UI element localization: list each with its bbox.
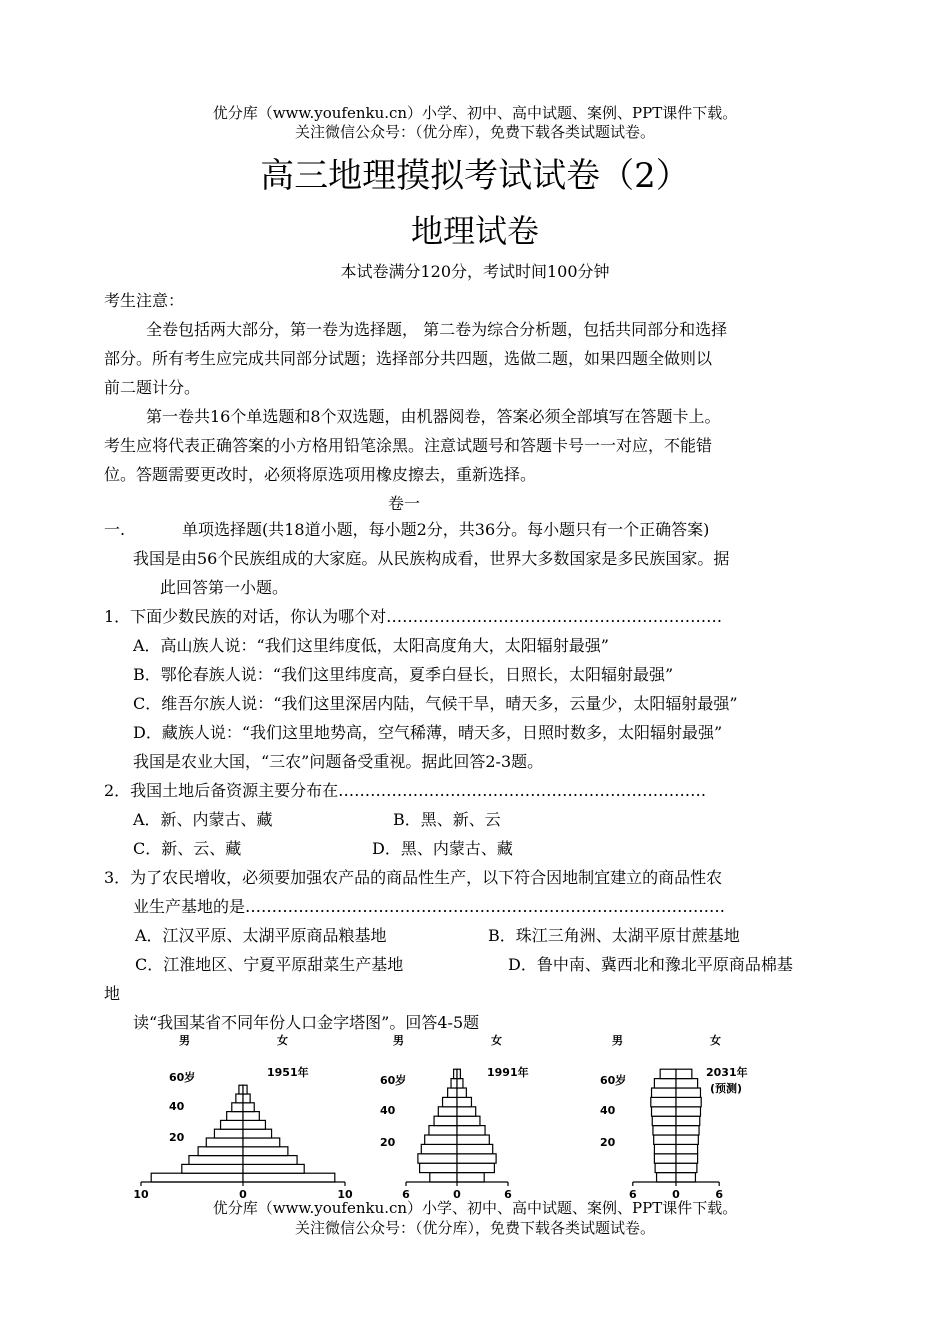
question-2-option-b: B．黑、新、云 — [393, 810, 501, 829]
female-label: 女 — [277, 1034, 288, 1047]
pyramid-bar-female — [676, 1173, 695, 1182]
pyramid-age-label: 20 — [169, 1131, 185, 1144]
pyramid-bar-female — [457, 1097, 471, 1106]
pyramid-bar-male — [660, 1069, 676, 1078]
exam-info: 本试卷满分120分，考试时间100分钟 — [340, 262, 610, 281]
male-label: 男 — [393, 1034, 404, 1047]
pyramid-bar-female — [457, 1163, 494, 1172]
header-line-2: 关注微信公众号：（优分库），免费下载各类试题试卷。 — [294, 123, 655, 141]
pyramid-bar-male — [236, 1094, 243, 1103]
pyramid-year-note: (预测) — [710, 1082, 743, 1095]
pyramid-bar-female — [243, 1120, 265, 1129]
male-label: 男 — [612, 1034, 623, 1047]
pyramid-bar-male — [198, 1147, 243, 1156]
question-3-option-d-continued: 地 — [104, 984, 121, 1003]
pyramid-bar-female — [457, 1135, 489, 1144]
pyramid-x-tick-label: 6 — [715, 1188, 724, 1201]
page-subtitle: 地理试卷 — [410, 212, 539, 250]
pyramid-age-label: 60岁 — [600, 1074, 627, 1087]
question-1-option-b: B．鄂伦春族人说：“我们这里纬度高，夏季白昼长，日照长，太阳辐射最强” — [133, 665, 674, 684]
male-label: 男 — [179, 1034, 190, 1047]
question-1-stem: 1．下面少数民族的对话，你认为哪个对……………………………………………………… — [104, 607, 723, 626]
question-2-option-c: C．新、云、藏 — [133, 839, 242, 858]
pyramid-age-label: 60岁 — [380, 1074, 407, 1087]
question-1-option-a: A．高山族人说：“我们这里纬度低，太阳高度角大，太阳辐射最强” — [133, 636, 609, 655]
section-title: 单项选择题(共18道小题，每小题2分，共36分。每小题只有一个正确答案) — [182, 520, 710, 539]
pyramid-bar-male — [657, 1173, 676, 1182]
pyramid-x-tick-label: 6 — [504, 1188, 512, 1201]
pyramid-x-tick-label: 0 — [453, 1188, 461, 1201]
pyramid-bar-male — [652, 1088, 676, 1097]
pyramid-bar-male — [430, 1173, 457, 1182]
pyramid-bar-female — [676, 1069, 692, 1078]
notice-p1-line2: 部分。所有考生应完成共同部分试题；选择部分共四题，选做二题，如果四题全做则以 — [104, 349, 713, 368]
pyramid-bar-female — [676, 1126, 699, 1135]
question-3-option-a: A．江汉平原、太湖平原商品粮基地 — [135, 926, 387, 945]
pyramid-bar-female — [676, 1107, 700, 1116]
pyramid-year-label: 1991年 — [487, 1066, 529, 1079]
question-3-option-c: C．江淮地区、宁夏平原甜菜生产基地 — [135, 955, 404, 974]
population-pyramid-1991 — [375, 1030, 545, 1205]
pyramid-bar-female — [457, 1154, 496, 1163]
pyramid-bar-male — [451, 1079, 457, 1088]
question-3-option-b: B．珠江三角洲、太湖平原甘蔗基地 — [488, 926, 740, 945]
footer-line-2: 关注微信公众号：（优分库），免费下载各类试题试卷。 — [294, 1219, 655, 1237]
population-pyramid-2031 — [595, 1030, 775, 1205]
pyramid-age-label: 20 — [600, 1136, 616, 1149]
footer-line-1: 优分库（www.youfenku.cn）小学、初中、高中试题、案例、PPT课件下载。 — [212, 1199, 738, 1217]
pyramid-bar-male — [654, 1144, 676, 1153]
pyramid-bar-male — [232, 1103, 243, 1112]
pyramid-bar-male — [655, 1163, 676, 1172]
pyramid-bar-male — [151, 1173, 243, 1182]
pyramid-bar-male — [420, 1163, 457, 1172]
pyramid-bar-male — [429, 1126, 457, 1135]
pyramid-x-tick-label: 6 — [402, 1188, 410, 1201]
pyramid-bar-female — [676, 1088, 700, 1097]
pyramid-bar-female — [243, 1173, 335, 1182]
pyramid-bar-female — [243, 1129, 272, 1138]
notice-p1-line1: 全卷包括两大部分，第一卷为选择题， 第二卷为综合分析题，包括共同部分和选择 — [146, 320, 728, 339]
pyramid-bar-female — [676, 1097, 701, 1106]
pyramid-bar-female — [676, 1144, 698, 1153]
pyramid-age-label: 40 — [169, 1100, 185, 1113]
notice-heading: 考生注意： — [104, 291, 185, 310]
pyramid-bar-female — [243, 1112, 259, 1121]
pyramid-bar-female — [243, 1103, 254, 1112]
question-2-option-a: A．新、内蒙古、藏 — [133, 810, 273, 829]
pyramid-x-tick-label: 6 — [628, 1188, 637, 1201]
pyramid-bar-male — [652, 1116, 676, 1125]
pyramid-bar-male — [448, 1088, 457, 1097]
pyramid-bar-female — [457, 1126, 485, 1135]
pyramid-bar-male — [182, 1164, 243, 1173]
pyramid-age-label: 20 — [380, 1136, 396, 1149]
pyramid-bar-male — [421, 1144, 457, 1153]
question-1-option-d: D．藏族人说：“我们这里地势高，空气稀薄，晴天多，日照时数多，太阳辐射最强” — [133, 723, 723, 742]
intro-2: 我国是农业大国，“三农”问题备受重视。据此回答2-3题。 — [133, 752, 544, 771]
intro-3: 读“我国某省不同年份人口金字塔图”。回答4-5题 — [133, 1013, 480, 1032]
pyramid-age-label: 40 — [600, 1104, 616, 1117]
population-pyramid-1951 — [125, 1030, 355, 1205]
pyramid-bar-female — [243, 1164, 304, 1173]
pyramid-age-label: 60岁 — [169, 1071, 196, 1084]
pyramid-bar-female — [457, 1069, 460, 1078]
female-label: 女 — [710, 1034, 721, 1047]
pyramid-age-label: 40 — [380, 1104, 396, 1117]
notice-p2-line1: 第一卷共16个单选题和8个双选题，由机器阅卷，答案必须全部填写在答题卡上。 — [146, 407, 721, 426]
pyramid-x-tick-label: 0 — [239, 1188, 247, 1201]
pyramid-bar-female — [676, 1116, 700, 1125]
notice-p2-line3: 位。答题需要更改时，必须将原选项用橡皮擦去，重新选择。 — [104, 465, 537, 484]
pyramid-bar-male — [434, 1116, 457, 1125]
notice-p1-line3: 前二题计分。 — [104, 378, 201, 397]
pyramid-bar-male — [425, 1135, 457, 1144]
pyramid-bar-female — [457, 1116, 480, 1125]
pyramid-bar-female — [676, 1163, 697, 1172]
pyramid-bar-male — [652, 1107, 676, 1116]
section-number: 一. — [104, 520, 126, 539]
volume-label: 卷一 — [388, 494, 421, 513]
pyramid-bar-male — [227, 1112, 243, 1121]
pyramid-bar-female — [676, 1135, 698, 1144]
header-line-1: 优分库（www.youfenku.cn）小学、初中、高中试题、案例、PPT课件下载。 — [212, 104, 738, 122]
pyramid-bar-female — [243, 1138, 280, 1147]
question-2-stem: 2．我国土地后备资源主要分布在…………………………………………………………… — [104, 781, 707, 800]
notice-p2-line2: 考生应将代表正确答案的小方格用铅笔涂黑。注意试题号和答题卡号一一对应，不能错 — [104, 436, 713, 455]
intro-1-line1: 我国是由56个民族组成的大家庭。从民族构成看，世界大多数国家是多民族国家。据 — [133, 549, 730, 568]
pyramid-x-tick-label: 0 — [672, 1188, 680, 1201]
pyramid-bar-female — [457, 1173, 484, 1182]
pyramid-bar-male — [651, 1097, 676, 1106]
pyramid-bar-female — [243, 1094, 250, 1103]
female-label: 女 — [491, 1034, 502, 1047]
pyramid-year-label: 1951年 — [267, 1066, 309, 1079]
page-title: 高三地理摸拟考试试卷（2） — [260, 156, 690, 196]
pyramid-bar-male — [214, 1129, 243, 1138]
question-1-option-c: C．维吾尔族人说：“我们这里深居内陆，气候干旱，晴天多，云量少，太阳辐射最强” — [133, 694, 738, 713]
pyramid-x-tick-label: 10 — [133, 1188, 149, 1201]
pyramid-bar-male — [206, 1138, 243, 1147]
question-3-stem-line2: 业生产基地的是……………………………………………………………………………… — [133, 897, 726, 916]
pyramid-bar-female — [243, 1085, 247, 1094]
pyramid-bar-female — [457, 1144, 493, 1153]
pyramid-x-tick-label: 10 — [337, 1188, 353, 1201]
pyramid-bar-female — [243, 1156, 297, 1165]
pyramid-bar-male — [443, 1097, 457, 1106]
pyramid-bar-male — [654, 1154, 676, 1163]
pyramid-bar-male — [189, 1156, 243, 1165]
intro-1-line2: 此回答第一小题。 — [160, 578, 289, 597]
pyramid-bar-female — [457, 1107, 476, 1116]
question-3-option-d: D．鲁中南、冀西北和豫北平原商品棉基 — [508, 955, 793, 974]
pyramid-bar-male — [438, 1107, 457, 1116]
pyramid-bar-female — [243, 1147, 288, 1156]
pyramid-bar-male — [653, 1126, 676, 1135]
pyramid-bar-female — [457, 1079, 463, 1088]
question-2-option-d: D．黑、内蒙古、藏 — [372, 839, 513, 858]
pyramid-bar-male — [654, 1135, 676, 1144]
pyramid-bar-male — [418, 1154, 457, 1163]
pyramid-year-label: 2031年 — [706, 1066, 748, 1079]
pyramid-bar-male — [239, 1085, 243, 1094]
pyramid-bar-female — [457, 1088, 466, 1097]
pyramid-bar-male — [221, 1120, 243, 1129]
question-3-stem-line1: 3．为了农民增收，必须要加强农产品的商品性生产，以下符合因地制宜建立的商品性农 — [104, 868, 723, 887]
pyramid-bar-female — [676, 1154, 698, 1163]
pyramid-bar-male — [654, 1079, 676, 1088]
pyramid-bar-female — [676, 1079, 698, 1088]
